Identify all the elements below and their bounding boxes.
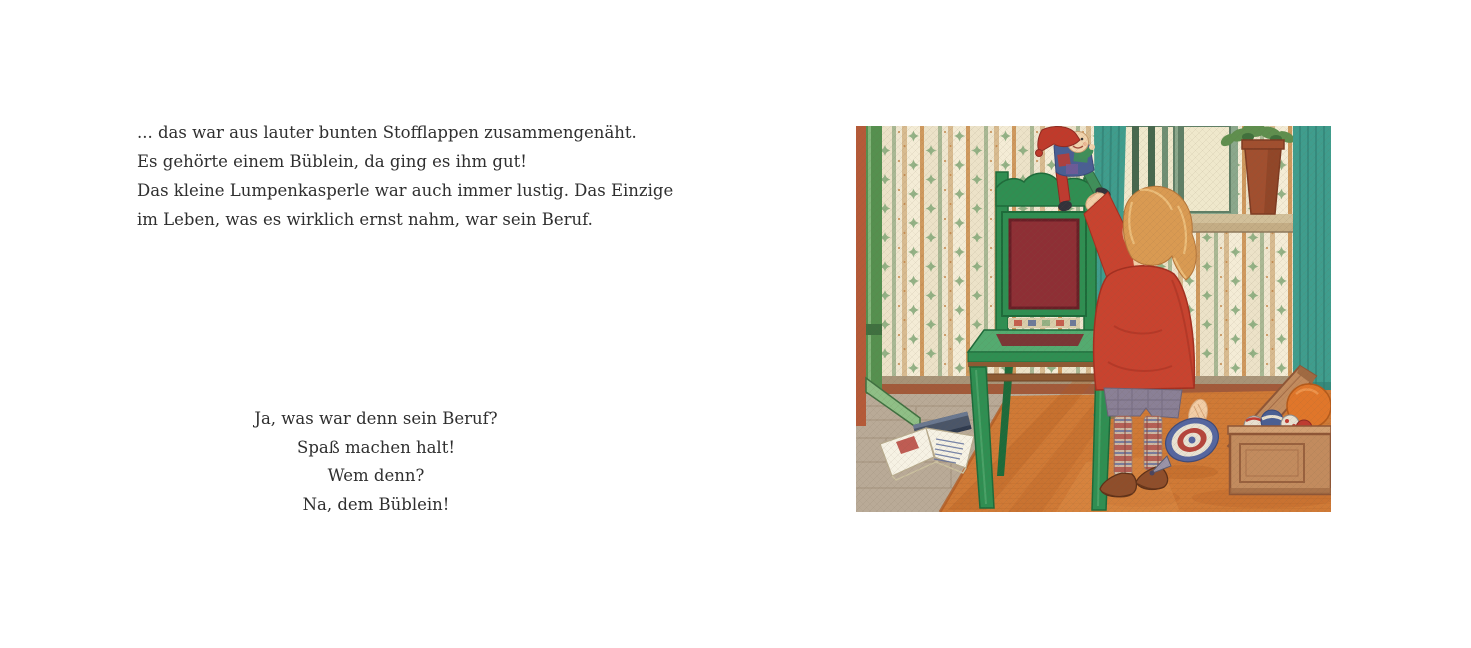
story-line-2: Es gehörte einem Büblein, da ging es ihm gut! [137,152,527,171]
pencil-texture-overlay [856,126,1331,512]
story-line-3: Das kleine Lumpenkasperle war auch immer lustig. Das Einzige [137,181,674,200]
illustration [856,126,1331,512]
story-line-1: ... das war aus lauter bunten Stofflappen zusammengenäht. [137,123,637,142]
story-paragraph [137,118,673,234]
dialogue-line-2: Spaß machen halt! [297,437,455,457]
dialogue-line-1: Ja, was war denn sein Beruf? [254,409,498,428]
story-dialogue [225,405,527,519]
story-line-4: im Leben, was es wirklich ernst nahm, war sein Beruf. [137,210,593,229]
dialogue-line-3: Wem denn? [327,466,425,485]
dialogue-line-4: Na, dem Büblein! [302,494,450,514]
